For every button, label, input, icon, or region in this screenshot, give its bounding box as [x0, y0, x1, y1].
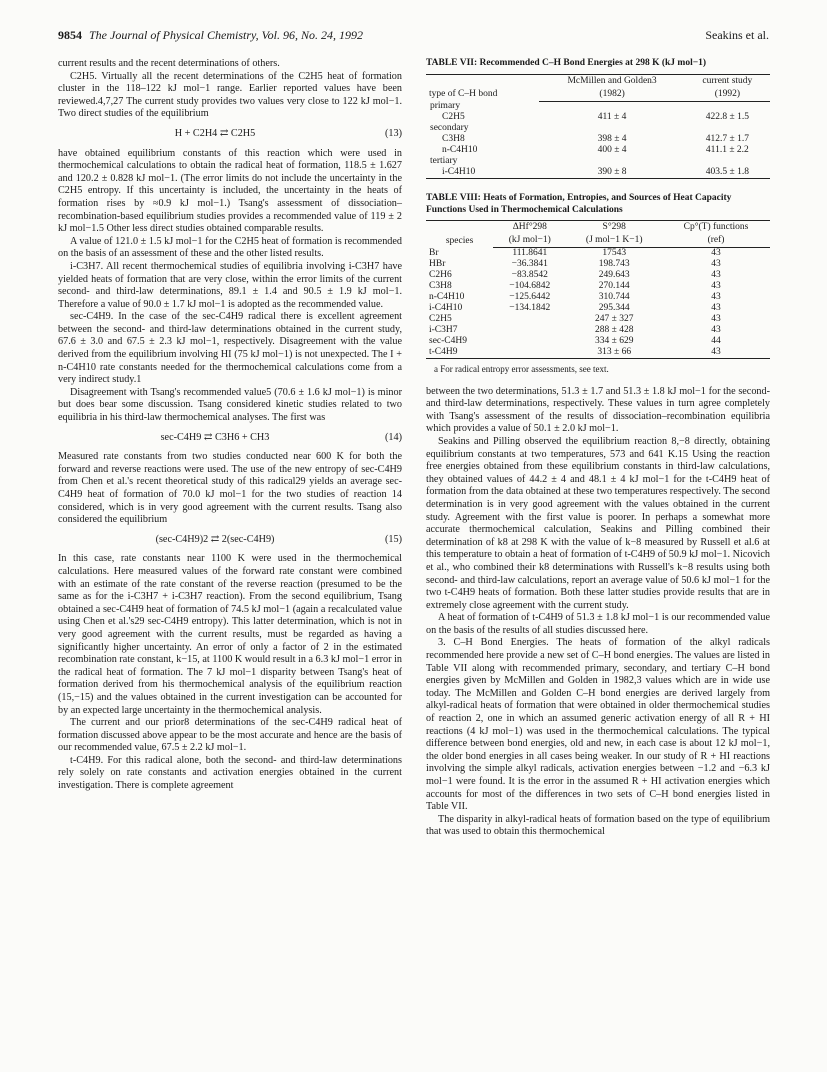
- paragraph: between the two determinations, 51.3 ± 1.7 and 51.3 ± 1.8 kJ mol−1 for the second- and third-law determinations, respectively. These values in turn agree completely with Tsang's assessment of the results of dissociation–recombination equilibria which provides a value of 50.1 ± 2.0 kJ mol−1.: [426, 385, 770, 435]
- ref-cell: 43: [711, 314, 721, 324]
- column-header-sub: (J mol−1 K−1): [566, 234, 662, 248]
- entropy-cell: 334 ± 629: [594, 336, 634, 346]
- equation-number: (14): [385, 431, 402, 443]
- enthalpy-cell: [493, 347, 566, 359]
- column-header: current study: [685, 74, 770, 88]
- table-row: [426, 101, 770, 112]
- entropy-cell: 295.344: [598, 303, 630, 313]
- table-cell: 403.5 ± 1.8: [685, 167, 770, 179]
- table-cell: [539, 156, 684, 167]
- column-header-sub: (1982): [539, 88, 684, 102]
- paragraph: The disparity in alkyl-radical heats of formation based on the type of equilibrium that was used to obtain this thermochemical: [426, 813, 770, 838]
- paragraph: C2H5. Virtually all the recent determinations of the C2H5 heat of formation cluster in the 118–122 kJ mol−1 range. Earlier reported values have been reviewed.4,7,27 The current study provides two values very close to 122 kJ mol−1. Two direct studies of the equilibrium: [58, 70, 402, 120]
- species-cell: n-C4H10: [442, 145, 478, 155]
- table-row: [426, 134, 770, 145]
- ref-cell: 43: [711, 248, 721, 258]
- page-number: 9854: [58, 28, 82, 42]
- table-row: [426, 167, 770, 179]
- species-cell: C2H6: [429, 270, 452, 280]
- paragraph: t-C4H9. For this radical alone, both the second- and third-law determinations rely solely on rate constants and activation energies obtained in the current investigation. There is complete agreement: [58, 754, 402, 792]
- table-footnote: a For radical entropy error assessments, see text.: [434, 364, 609, 374]
- bond-category: secondary: [430, 123, 469, 133]
- table-row: [426, 112, 770, 123]
- ref-cell: 43: [711, 270, 721, 280]
- table-row: [426, 270, 770, 281]
- entropy-cell: 17543: [602, 248, 627, 258]
- table-cell: 422.8 ± 1.5: [705, 112, 749, 122]
- equation-expression: (sec-C4H9)2 ⇄ 2(sec-C4H9): [155, 533, 275, 545]
- table-row: [426, 281, 770, 292]
- equation-number: (13): [385, 127, 402, 139]
- table-cell: 411.1 ± 2.2: [705, 145, 749, 155]
- ref-cell: 43: [711, 281, 721, 291]
- paragraph: i-C3H7. All recent thermochemical studies of equilibria involving i-C3H7 have yielded heats of formation that are very close, within the error limits of the current second- and third-law determinations, 89.1 ± 1.4 and 90.5 ± 1.9 kJ mol−1. Therefore a value of 90.0 ± 1.7 kJ mol−1 is adopted as the recommended value.: [58, 260, 402, 310]
- equation-15: [58, 534, 402, 547]
- right-column: [426, 58, 770, 839]
- enthalpy-cell: −36.3841: [511, 259, 548, 269]
- column-header-sub: (1992): [685, 88, 770, 102]
- species-cell: n-C4H10: [429, 292, 465, 302]
- enthalpy-cell: 111.8641: [512, 248, 548, 258]
- entropy-cell: 270.144: [598, 281, 630, 291]
- entropy-cell: 247 ± 327: [594, 314, 634, 324]
- enthalpy-cell: [493, 325, 566, 336]
- species-cell: C2H5: [442, 112, 465, 122]
- entropy-cell: 313 ± 66: [566, 347, 662, 359]
- journal-citation: The Journal of Physical Chemistry, Vol. 96, No. 24, 1992: [89, 28, 363, 42]
- paragraph: sec-C4H9. In the case of the sec-C4H9 radical there is excellent agreement between the second- and third-law determinations obtained in the current study, 67.6 ± 3.0 and 67.5 ± 2.3 kJ mol−1, respectively. Disagreement with the value derived from the equilibrium involving HI (75 kJ mol−1) is not unexpected. The I + n-C4H10 rate constants needed for the thermochemical calculations come from a very indirect study.1: [58, 311, 402, 386]
- column-header-sub: (ref): [662, 234, 770, 248]
- entropy-cell: 310.744: [598, 292, 630, 302]
- paragraph: A value of 121.0 ± 1.5 kJ mol−1 for the C2H5 heat of formation is recommended on the basis of an assessment of these and the other listed results.: [58, 235, 402, 260]
- left-column: [58, 58, 402, 793]
- equation-number: (15): [385, 533, 402, 545]
- table-cell: 398 ± 4: [597, 134, 627, 144]
- paragraph: 3. C–H Bond Energies. The heats of formation of the alkyl radicals recommended here provide a new set of C–H bond energies. The values are listed in Table VII along with recommended primary, secondary, and tertiary C–H bond energies given by McMillen and Golden in 1982,3 values which are in wide use today. The McMillen and Golden C–H bond energies are derived largely from alkyl-radical heats of formation that were obtained in older thermochemical studies of reaction 2, one in which an assumed generic activation energy of all R + HI reactions (4 kJ mol−1) was used in the thermochemical calculations. The typical difference between bond energies, old and new, in each case is about 12 kJ mol−1, the older bond energies in all cases being weaker. In our study of R + HI reactions involving the simple alkyl radicals, activation energies between −1.2 and −6.3 kJ mol−1 were found. It is the error in the assumed R + HI activation energies which accounts for most of the differences in two sets of C–H bond energies listed in Table VII.: [426, 637, 770, 813]
- table-cell: 390 ± 8: [539, 167, 684, 179]
- entropy-cell: 288 ± 428: [594, 325, 634, 335]
- paragraph: The current and our prior8 determinations of the sec-C4H9 radical heat of formation discussed above appear to be the most accurate and hence are the basis of our recommended value, 67.5 ± 2.2 kJ mol−1.: [58, 717, 402, 754]
- enthalpy-cell: [493, 314, 566, 325]
- table-cell: 411 ± 4: [597, 112, 627, 122]
- table-row: [426, 347, 770, 359]
- entropy-cell: 249.643: [598, 270, 630, 280]
- paragraph: Measured rate constants from two studies conducted near 600 K for both the forward and reverse reactions were used. The use of the new entropy of sec-C4H9 from Chen et al.'s recent theoretical study of this radical29 yields an average sec-C4H9 heat of formation of 70.0 kJ mol−1 for the two studies of reaction 14 considered, which is in very good agreement with the current results. Tsang also considered the equilibrium: [58, 451, 402, 526]
- bond-category: primary: [430, 101, 461, 111]
- ref-cell: 43: [662, 347, 770, 359]
- table-title: TABLE VIII: Heats of Formation, Entropies, and Sources of Heat Capacity Functions Used in Thermochemical Calculations: [426, 193, 732, 215]
- page-header: [58, 28, 769, 48]
- species-cell: t-C4H9: [426, 347, 493, 359]
- ref-cell: 43: [711, 292, 721, 302]
- table-cell: [685, 156, 770, 167]
- enthalpy-cell: −134.1842: [509, 303, 551, 313]
- table-cell: [539, 101, 684, 112]
- enthalpy-cell: −125.6442: [509, 292, 551, 302]
- species-cell: C3H8: [442, 134, 465, 144]
- species-cell: i-C3H7: [429, 325, 458, 335]
- table-row: [426, 123, 770, 134]
- column-header: S°298: [566, 221, 662, 235]
- column-header: type of C–H bond: [426, 74, 539, 101]
- table-row: [426, 145, 770, 156]
- ref-cell: 43: [711, 325, 721, 335]
- column-header-sub: (kJ mol−1): [493, 234, 566, 248]
- table-cell: 412.7 ± 1.7: [705, 134, 749, 144]
- table-row: [426, 303, 770, 314]
- running-head: Seakins et al.: [705, 28, 769, 42]
- table-cell: 400 ± 4: [597, 145, 627, 155]
- species-cell: HBr: [429, 259, 446, 269]
- column-header: Cp°(T) functions: [662, 221, 770, 235]
- paragraph: A heat of formation of t-C4H9 of 51.3 ± 1.8 kJ mol−1 is our recommended value on the basis of the results of all studies discussed here.: [426, 612, 770, 636]
- equation-expression: sec-C4H9 ⇄ C3H6 + CH3: [160, 431, 270, 443]
- table-cell: [685, 101, 770, 112]
- species-cell: i-C4H10: [426, 167, 539, 179]
- table-vii: [426, 58, 770, 179]
- entropy-cell: 198.743: [598, 259, 630, 269]
- species-cell: C2H5: [429, 314, 452, 324]
- paragraph: In this case, rate constants near 1100 K were used in the thermochemical calculations. Here measured values of the forward rate constant were combined with an estimate of the rate constant of the reverse reaction (presumed to be the same as for the i-C3H7 + i-C3H7 reaction). From the second equilibrium, Tsang obtained a sec-C4H9 heat of formation of 74.5 kJ mol−1 (again a recalculated value using Chen et al.'s29 sec-C4H9 entropy). This latter determination, which is not in very good agreement with the current results, must be regarded as having a significantly higher uncertainty. An error of only a factor of 2 in the estimated recombination rate constant, k−15, at 1100 K would result in a 6.3 kJ mol−1 error in the radical heat of formation. The 7 kJ mol−1 disparity between Tsang's heat of formation derived from his thermochemical analysis of the equilibrium reaction (15,−15) and the values obtained in the current investigation can be accounted for by an expected large uncertainty in the thermochemical analysis.: [58, 553, 402, 716]
- enthalpy-cell: −83.8542: [511, 270, 548, 280]
- column-header: ΔHf°298: [493, 221, 566, 235]
- ref-cell: 43: [711, 259, 721, 269]
- column-header: McMillen and Golden3: [539, 74, 684, 88]
- table-cell: [539, 123, 684, 134]
- table-title: TABLE VII: Recommended C–H Bond Energies at 298 K (kJ mol−1): [426, 58, 707, 68]
- paragraph: Disagreement with Tsang's recommended value5 (70.6 ± 1.6 kJ mol−1) is minor but does bear some discussion. Tsang considered kinetic studies related to two equilibria in his third-law thermochemical analyses. The first was: [58, 386, 402, 424]
- species-cell: i-C4H10: [429, 303, 463, 313]
- table-row: [426, 314, 770, 325]
- bond-category: tertiary: [430, 156, 458, 166]
- paragraph: current results and the recent determinations of others.: [58, 58, 280, 69]
- table-row: [426, 325, 770, 336]
- equation-14: [58, 432, 402, 445]
- paragraph: Seakins and Pilling observed the equilibrium reaction 8,−8 directly, obtaining equilibrium constants at two temperatures, 573 and 641 K.15 Using the reaction free energies obtained from these equilibrium constants in third-law calculations, they obtained values of 44.2 ± 4 and 48.1 ± 4 kJ mol−1 for the t-C4H9 heat of formation from the data obtained at these two temperatures respectively. The second determination is in very good agreement with the values obtained in the current study. Agreement with the first value is poorer. In perhaps a somewhat more accurate thermochemical calculation, Seakins and Pilling combined their determination of k8 at 298 K with the value of k−8 measured by Russell et al.6 at this temperature to obtain a heat of formation of t-C4H9 of 50.9 kJ mol−1. Nicovich et al., who combined their k8 determinations with Russell's k−8 results using both second- and third-law calculations, report an average value of 50.6 kJ mol−1 for the two t-C4H9 heats of formation. Both these latter studies provide results that are in extremely close agreement with the current study.: [426, 435, 770, 611]
- table-row: [426, 259, 770, 270]
- ref-cell: 43: [711, 303, 721, 313]
- bond-energy-table: [426, 74, 770, 180]
- table-cell: [685, 123, 770, 134]
- equation-13: [58, 128, 402, 141]
- enthalpy-cell: [493, 336, 566, 347]
- thermochemistry-table: [426, 220, 770, 359]
- table-row: [426, 156, 770, 167]
- equation-expression: H + C2H4 ⇄ C2H5: [174, 127, 256, 139]
- table-row: [426, 336, 770, 347]
- column-header: species: [426, 221, 493, 248]
- species-cell: sec-C4H9: [429, 336, 467, 346]
- table-row: [426, 248, 770, 260]
- species-cell: Br: [429, 247, 439, 258]
- ref-cell: 44: [711, 336, 721, 346]
- table-viii: [426, 193, 770, 376]
- enthalpy-cell: −104.6842: [509, 281, 551, 291]
- table-row: [426, 292, 770, 303]
- paragraph: have obtained equilibrium constants of this reaction which were used in thermochemical calculations to obtain the radical heat of formation, 118.5 ± 1.627 and 120.2 ± 0.828 kJ mol−1. (The error limits do not include the uncertainty in the C2H5 entropy. If this uncertainty is included, the uncertainty in the heats of formation rises by ≈0.9 kJ mol−1.) Tsang's assessment of dissociation–recombination-based equilibrium studies provides a recommended value of 119 ± 2 kJ mol−1.5 Other less direct studies obtained comparable results.: [58, 147, 402, 235]
- species-cell: C3H8: [429, 281, 452, 291]
